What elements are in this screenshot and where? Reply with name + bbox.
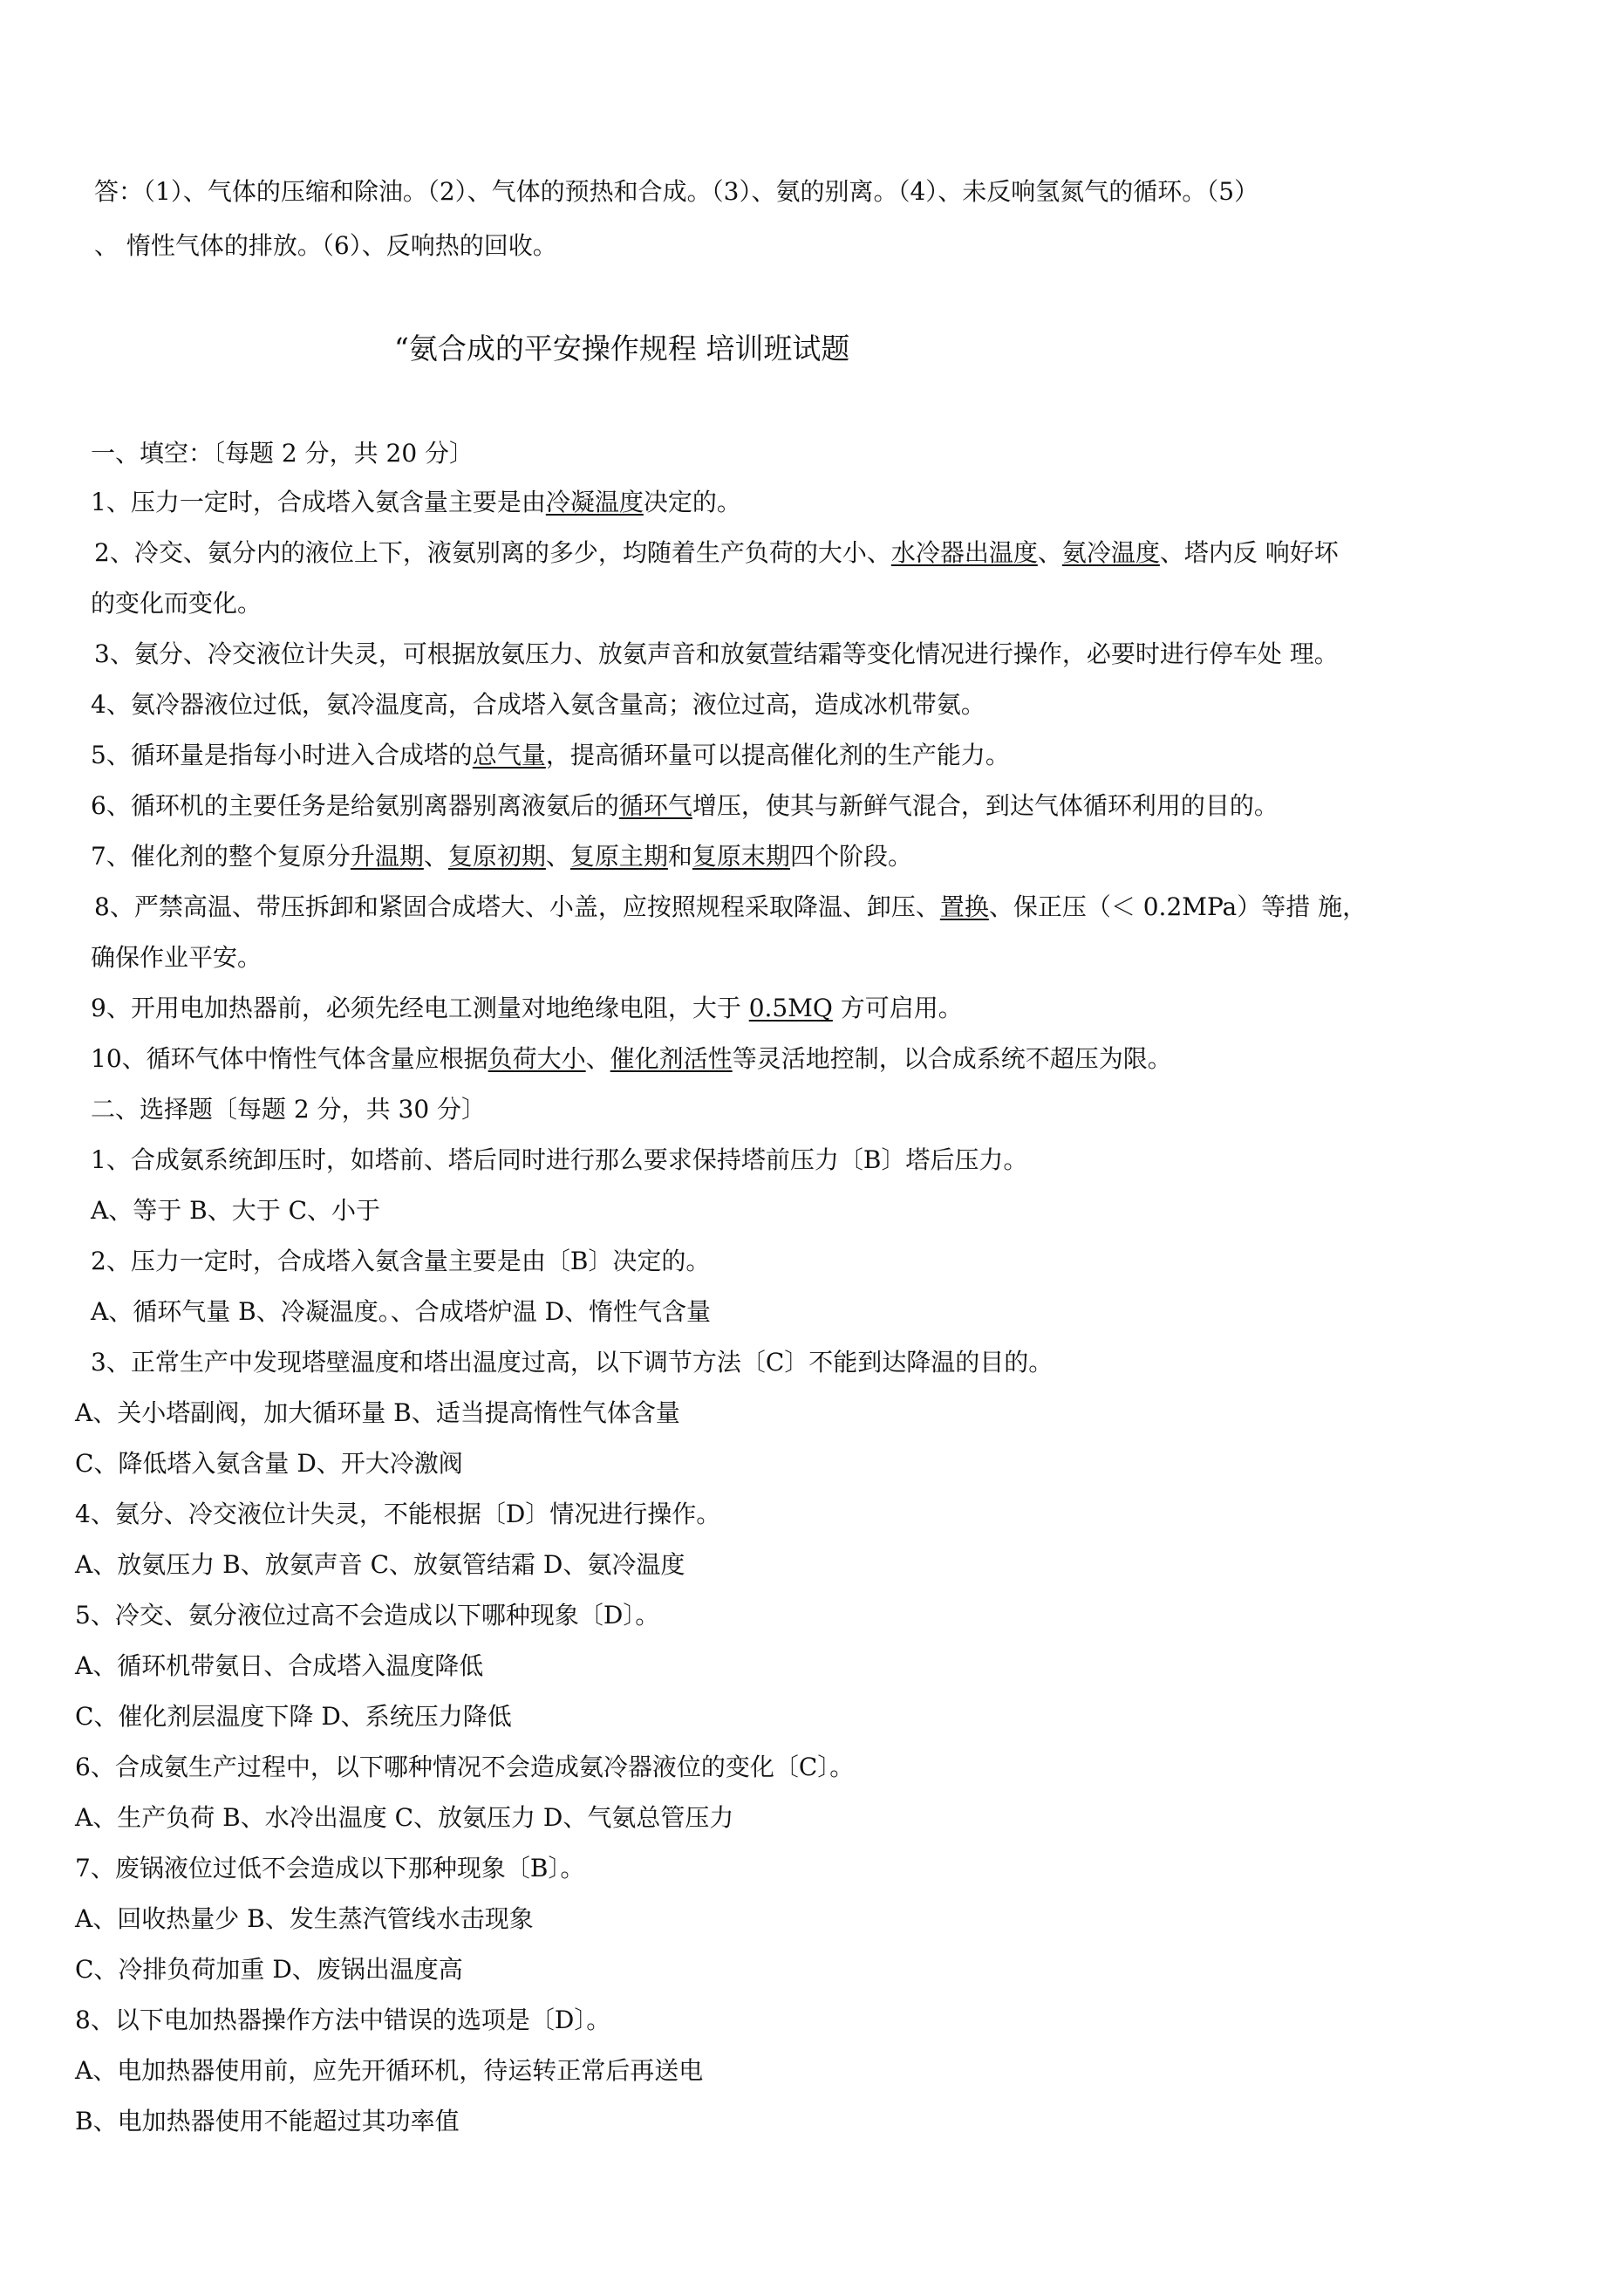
fill-q7 bbox=[91, 839, 912, 874]
fill-q2 bbox=[94, 536, 1339, 571]
q7-answer-1: 升温期 bbox=[350, 842, 424, 871]
choice-line: A、等于 B、大于 C、小于 bbox=[91, 1196, 381, 1225]
q10-answer-2: 催化剂活性 bbox=[610, 1044, 733, 1073]
q6-text-end: 增压，使其与新鲜气混合，到达气体循环利用的目的。 bbox=[692, 791, 1279, 820]
choice-line: C、降低塔入氨含量 D、开大冷激阀 bbox=[75, 1449, 463, 1478]
q10-sep: 、 bbox=[585, 1044, 610, 1073]
q7-sep-3: 和 bbox=[667, 842, 692, 871]
q7-sep-2: 、 bbox=[545, 842, 570, 871]
q2-sep: 、 bbox=[1037, 538, 1062, 567]
choice-line: 2、压力一定时，合成塔入氨含量主要是由〔B〕决定的。 bbox=[91, 1247, 711, 1275]
q7-text: 7、催化剂的整个复原分 bbox=[91, 842, 351, 871]
section2-header: 二、选择题〔每题 2 分，共 30 分〕 bbox=[91, 1095, 487, 1124]
q10-text: 10、循环气体中惰性气体含量应根据 bbox=[91, 1044, 488, 1073]
q2-text-end: 、塔内反 响好坏 bbox=[1159, 538, 1339, 567]
choice-line: A、电加热器使用前，应先开循环机，待运转正常后再送电 bbox=[75, 2056, 704, 2085]
choice-line: A、循环机带氨日、合成塔入温度降低 bbox=[75, 1651, 484, 1680]
fill-q8-cont: 确保作业平安。 bbox=[91, 943, 263, 972]
q1-text-end: 决定的。 bbox=[643, 488, 741, 516]
q1-text: 1、压力一定时，合成塔入氨含量主要是由 bbox=[91, 488, 546, 516]
fill-q6 bbox=[91, 789, 1279, 823]
answer-line-1: 答：（1）、气体的压缩和除油。（2）、气体的预热和合成。（3）、氨的别离。（4）、未反响氢氮气的循环。（5） bbox=[94, 177, 1259, 206]
choice-line: 6、合成氨生产过程中，以下哪种情况不会造成氨冷器液位的变化〔C〕。 bbox=[75, 1753, 855, 1781]
fill-q2-cont: 的变化而变化。 bbox=[91, 589, 263, 618]
q2-text: 2、冷交、氨分内的液位上下，液氨别离的多少，均随着生产负荷的大小、 bbox=[94, 538, 891, 567]
q9-text: 9、开用电加热器前，必须先经电工测量对地绝缘电阻，大于 bbox=[91, 994, 749, 1022]
q9-answer: 0.5MQ bbox=[748, 994, 833, 1022]
fill-q5 bbox=[91, 738, 1010, 773]
q10-text-end: 等灵活地控制，以合成系统不超压为限。 bbox=[732, 1044, 1172, 1073]
q10-answer-1: 负荷大小 bbox=[488, 1044, 586, 1073]
q7-answer-4: 复原末期 bbox=[692, 842, 790, 871]
choice-line: B、电加热器使用不能超过其功率值 bbox=[75, 2107, 460, 2135]
q6-answer: 循环气 bbox=[618, 791, 692, 820]
fill-q3: 3、氨分、冷交液位计失灵，可根据放氨压力、放氨声音和放氨萱结霜等变化情况进行操作，必要时进行停车处 理。 bbox=[94, 639, 1339, 668]
choice-line: 7、废锅液位过低不会造成以下那种现象〔B〕。 bbox=[75, 1854, 585, 1883]
fill-q4: 4、氨冷器液位过低，氨冷温度高，合成塔入氨含量高；液位过高，造成冰机带氨。 bbox=[91, 690, 985, 719]
choice-line: C、催化剂层温度下降 D、系统压力降低 bbox=[75, 1702, 512, 1731]
choice-line: 8、以下电加热器操作方法中错误的选项是〔D〕。 bbox=[75, 2006, 611, 2034]
choice-line: 5、冷交、氨分液位过高不会造成以下哪种现象〔D〕。 bbox=[75, 1601, 660, 1630]
q8-answer: 置换 bbox=[939, 892, 989, 921]
choice-line: C、冷排负荷加重 D、废锅出温度高 bbox=[75, 1955, 463, 1984]
q9-text-end: 方可启用。 bbox=[832, 994, 963, 1022]
q7-answer-3: 复原主期 bbox=[569, 842, 668, 871]
choice-line: A、回收热量少 B、发生蒸汽管线水击现象 bbox=[75, 1904, 534, 1933]
choice-line: A、生产负荷 B、水冷出温度 C、放氨压力 D、气氨总管压力 bbox=[75, 1803, 734, 1832]
q2-answer-1: 水冷器出温度 bbox=[890, 538, 1038, 567]
q8-text-end: 、保正压（＜ 0.2MPa）等措 施， bbox=[988, 892, 1367, 921]
q5-text: 5、循环量是指每小时进入合成塔的 bbox=[91, 741, 473, 769]
fill-q8 bbox=[94, 890, 1367, 925]
answer-line-2: 、 惰性气体的排放。（6）、反响热的回收。 bbox=[94, 231, 557, 260]
q7-answer-2: 复原初期 bbox=[447, 842, 546, 871]
choice-line: 3、正常生产中发现塔壁温度和塔出温度过高，以下调节方法〔C〕不能到达降温的目的。 bbox=[91, 1348, 1054, 1377]
section1-header: 一、填空：〔每题 2 分，共 20 分〕 bbox=[91, 439, 474, 468]
q5-answer: 总气量 bbox=[472, 741, 546, 769]
fill-q10 bbox=[91, 1042, 1172, 1076]
q7-text-end: 四个阶段。 bbox=[789, 842, 912, 871]
choice-line: A、放氨压力 B、放氨声音 C、放氨管结霜 D、氨冷温度 bbox=[75, 1550, 685, 1579]
q5-text-end: ，提高循环量可以提高催化剂的生产能力。 bbox=[545, 741, 1010, 769]
choice-line: 1、合成氨系统卸压时，如塔前、塔后同时进行那么要求保持塔前压力〔B〕塔后压力。 bbox=[91, 1145, 1028, 1174]
q6-text: 6、循环机的主要任务是给氨别离器别离液氨后的 bbox=[91, 791, 619, 820]
q7-sep-1: 、 bbox=[423, 842, 448, 871]
fill-q9 bbox=[91, 991, 963, 1026]
choice-line: A、关小塔副阀，加大循环量 B、适当提高惰性气体含量 bbox=[75, 1398, 680, 1427]
q1-answer: 冷凝温度 bbox=[545, 488, 644, 516]
page-title: “氨合成的平安操作规程 培训班试题 bbox=[394, 331, 850, 366]
q2-answer-2: 氨冷温度 bbox=[1061, 538, 1160, 567]
choice-line: A、循环气量 B、冷凝温度。、合成塔炉温 D、惰性气含量 bbox=[91, 1297, 712, 1326]
q8-text: 8、严禁高温、带压拆卸和紧固合成塔大、小盖，应按照规程采取降温、卸压、 bbox=[94, 892, 940, 921]
choice-line: 4、氨分、冷交液位计失灵，不能根据〔D〕情况进行操作。 bbox=[75, 1500, 721, 1528]
fill-q1 bbox=[91, 485, 741, 520]
